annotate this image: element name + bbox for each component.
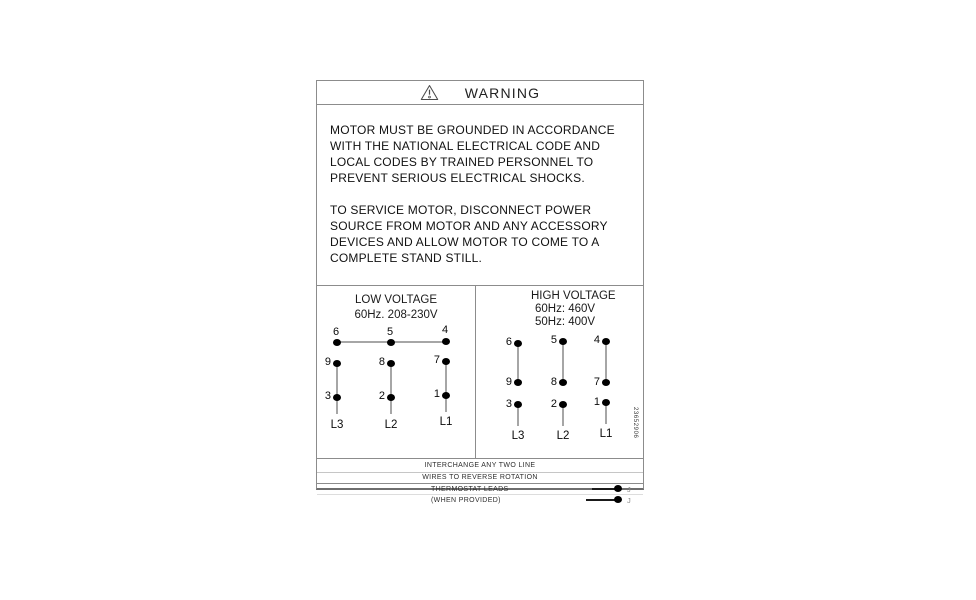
terminal-number: 6	[332, 326, 340, 338]
high-voltage-title: HIGH VOLTAGE	[531, 290, 616, 302]
terminal-number: 9	[505, 376, 512, 388]
wire-vertical	[445, 361, 447, 412]
warning-text-line: WITH THE NATIONAL ELECTRICAL CODE AND	[330, 139, 601, 153]
voltage-diagrams-section	[317, 286, 643, 459]
thermostat-lead-label: J	[627, 496, 632, 505]
line-label: L1	[599, 428, 613, 440]
terminal-number: 4	[441, 324, 449, 336]
wire-vertical	[336, 363, 338, 414]
rotation-note-row-1	[317, 459, 643, 473]
terminal-dot	[333, 360, 341, 367]
terminal-dot	[559, 401, 567, 408]
warning-text-line: SOURCE FROM MOTOR AND ANY ACCESSORY	[330, 219, 608, 233]
terminal-number: 5	[386, 326, 394, 338]
terminal-dot	[387, 394, 395, 401]
warning-text-line: PREVENT SERIOUS ELECTRICAL SHOCKS.	[330, 171, 585, 185]
wire-vertical	[562, 405, 564, 426]
terminal-dot	[602, 338, 610, 345]
terminal-number: 2	[378, 390, 385, 402]
terminal-number: 9	[324, 356, 331, 368]
wire-vertical	[517, 405, 519, 426]
warning-header	[317, 81, 643, 105]
thermostat-note-line-2: (WHEN PROVIDED)	[431, 497, 501, 504]
thermostat-note-line-1: THERMOSTAT LEADS	[431, 486, 509, 493]
terminal-dot	[602, 379, 610, 386]
terminal-number: 3	[505, 398, 512, 410]
thermostat-lead-wire	[592, 488, 616, 490]
terminal-number: 4	[593, 334, 600, 346]
panel-divider	[475, 286, 476, 458]
line-label: L2	[384, 419, 398, 431]
terminal-number: 6	[505, 336, 512, 348]
terminal-dot	[559, 379, 567, 386]
low-voltage-subtitle: 60Hz. 208-230V	[354, 309, 438, 321]
terminal-dot	[514, 401, 522, 408]
warning-text-line: COMPLETE STAND STILL.	[330, 251, 483, 265]
wire-vertical	[605, 403, 607, 424]
warning-title: WARNING	[464, 84, 541, 101]
terminal-dot	[602, 399, 610, 406]
thermostat-lead-label: J	[627, 485, 632, 494]
terminal-number: 2	[550, 398, 557, 410]
warning-text-line: MOTOR MUST BE GROUNDED IN ACCORDANCE	[330, 123, 615, 137]
warning-text-line: DEVICES AND ALLOW MOTOR TO COME TO A	[330, 235, 600, 249]
high-voltage-subtitle-50hz: 50Hz: 400V	[535, 316, 596, 328]
wire-vertical	[517, 343, 519, 383]
warning-paragraph-2	[330, 202, 643, 266]
terminal-number: 7	[433, 354, 440, 366]
thermostat-lead-dot	[614, 496, 622, 503]
terminal-number: 3	[324, 390, 331, 402]
thermostat-lead-wire	[586, 499, 616, 501]
terminal-number: 7	[593, 376, 600, 388]
rotation-note-row-2	[317, 473, 643, 484]
terminal-number: 8	[550, 376, 557, 388]
terminal-number: 1	[593, 396, 600, 408]
wire-vertical	[562, 341, 564, 383]
terminal-number: 1	[433, 388, 440, 400]
thermostat-lead-dot	[614, 485, 622, 492]
terminal-dot	[514, 379, 522, 386]
warning-text-line: TO SERVICE MOTOR, DISCONNECT POWER	[330, 203, 592, 217]
line-label: L3	[511, 430, 525, 442]
terminal-dot	[387, 339, 395, 346]
rotation-note-line-2: WIRES TO REVERSE ROTATION	[422, 474, 538, 481]
low-voltage-heading	[317, 294, 475, 321]
terminal-number: 8	[378, 356, 385, 368]
warning-text-line: LOCAL CODES BY TRAINED PERSONNEL TO	[330, 155, 594, 169]
terminal-dot	[514, 340, 522, 347]
terminal-dot	[442, 392, 450, 399]
terminal-dot	[559, 338, 567, 345]
wire-vertical	[605, 341, 607, 383]
part-number-vertical: 23652906	[632, 407, 638, 439]
terminal-dot	[442, 338, 450, 345]
line-label: L2	[556, 430, 570, 442]
high-voltage-heading	[531, 290, 616, 328]
terminal-dot	[333, 339, 341, 346]
rotation-note-line-1: INTERCHANGE ANY TWO LINE	[424, 462, 536, 469]
terminal-dot	[333, 394, 341, 401]
terminal-number: 5	[550, 334, 557, 346]
warning-paragraph-1	[330, 122, 643, 186]
warning-triangle-icon	[420, 84, 439, 101]
high-voltage-subtitle-60hz: 60Hz: 460V	[535, 303, 596, 315]
line-label: L3	[330, 419, 344, 431]
warning-text-block	[317, 105, 643, 286]
terminal-dot	[442, 358, 450, 365]
terminal-dot	[387, 360, 395, 367]
low-voltage-title: LOW VOLTAGE	[354, 294, 437, 306]
wire-vertical	[390, 363, 392, 414]
thermostat-leads-row-1	[317, 484, 643, 495]
line-label: L1	[439, 416, 453, 428]
motor-warning-label	[316, 80, 644, 505]
thermostat-leads-row-2	[317, 495, 643, 505]
